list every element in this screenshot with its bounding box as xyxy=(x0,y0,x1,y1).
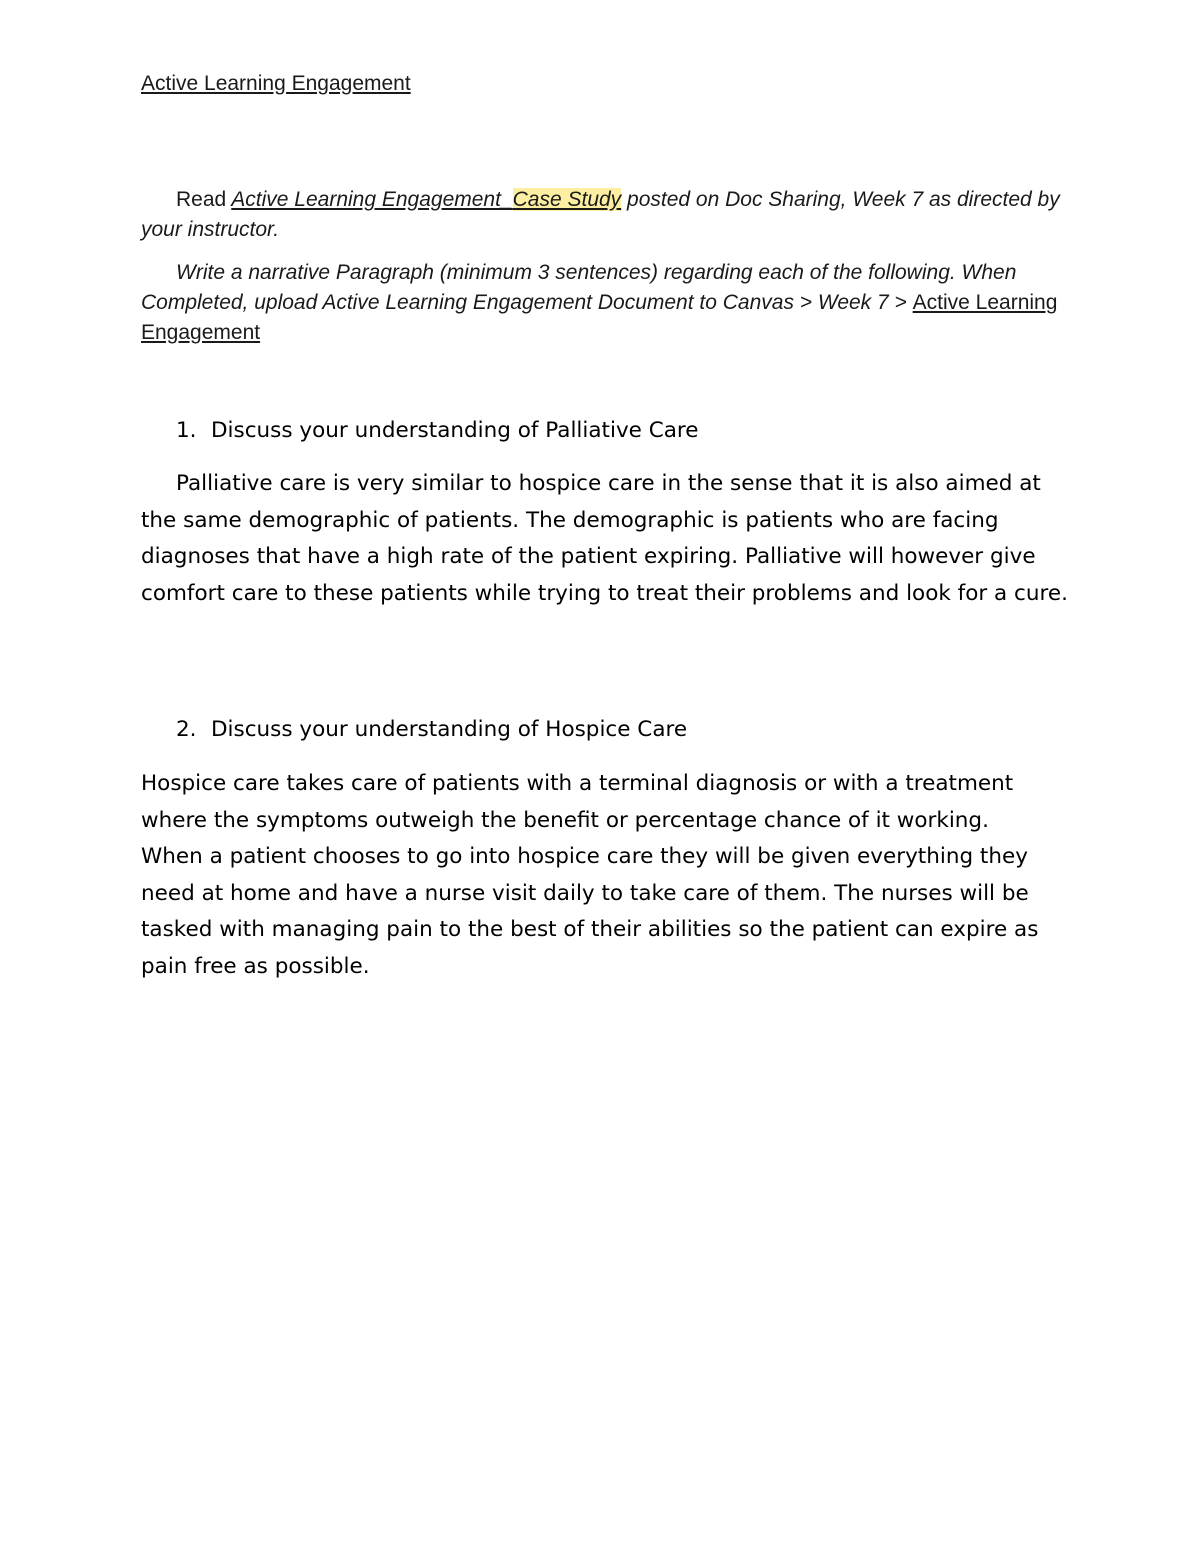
case-study-link-part-2[interactable]: Case Study xyxy=(512,188,622,211)
question-2-number: 2. xyxy=(176,717,197,742)
document-title: Active Learning Engagement xyxy=(141,72,411,95)
instruction-write xyxy=(141,258,1071,348)
active-learning-engagement-link[interactable]: Active Learning Engagement xyxy=(141,291,1058,344)
instruction-read-word: Read xyxy=(176,188,227,211)
instruction-read-rest: posted on Doc Sharing, Week 7 as directed by your instructor. xyxy=(141,188,1060,241)
answer-2: Hospice care takes care of patients with a terminal diagnosis or with a treatment where the symptoms outweigh the benefit or percentage chance of it working. When a patient chooses to go into hospice care they will be given everything they need at home and have a nurse visit daily to take care of them. The nurses will be tasked with managing pain to the best of their abilities so the patient can expire as pain free as possible. xyxy=(141,771,1039,979)
case-study-link-part-1[interactable]: Active Learning Engagement_ xyxy=(231,188,513,211)
question-2-prompt: Discuss your understanding of Hospice Care xyxy=(211,717,688,742)
instruction-read xyxy=(141,185,1071,245)
question-1-prompt: Discuss your understanding of Palliative Care xyxy=(211,418,699,443)
instruction-write-text: Write a narrative Paragraph (minimum 3 sentences) regarding each of the following. When Completed, upload Active Learning Engagement Document to Canvas > Week 7 > xyxy=(141,261,1017,314)
question-1 xyxy=(176,418,699,443)
answer-1: Palliative care is very similar to hospice care in the sense that it is also aimed at the same demographic of patients. The demographic is patients who are facing diagnoses that have a high rate of the patient expiring. Palliative will however give comfort care to these patients while trying to treat their problems and look for a cure. xyxy=(141,471,1068,606)
question-2 xyxy=(176,717,687,742)
question-1-number: 1. xyxy=(176,418,197,443)
